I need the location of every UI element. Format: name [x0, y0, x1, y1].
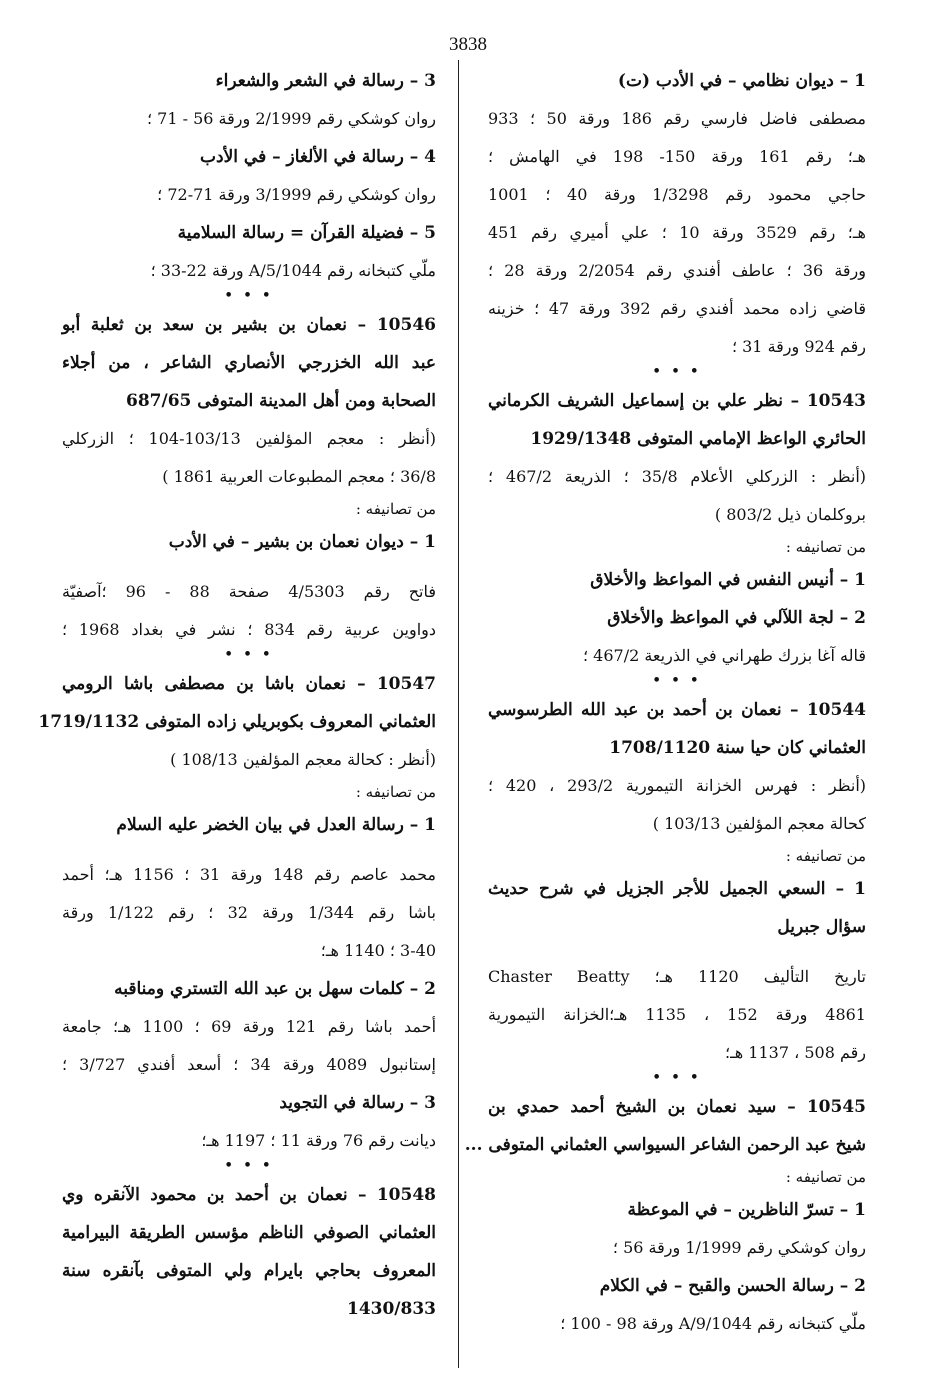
text-line: المعروف بحاجي بايرام ولي المتوفى بآنقره سنة [62, 1261, 436, 1281]
text-line: شيخ عبد الرحمن الشاعر السيواسي العثماني المتوفى ... [464, 1135, 866, 1155]
page-number: 3838 [449, 34, 487, 55]
text-line: عبد الله الخزرجي الأنصاري الشاعر ، من أجلاء [62, 353, 436, 373]
text-line: إستانبول 4089 ورقة 34 ؛ أسعد أفندي 3/727 ؛ [62, 1055, 436, 1074]
text-line: 3 – رسالة في التجويد [279, 1093, 436, 1113]
text-line: ملّي كتبخانه رقم 9/1044/A ورقة 98 - 100 ؛ [560, 1314, 866, 1333]
text-line: من تصانيفه : [785, 538, 866, 556]
text-line: 1430/833 [346, 1299, 436, 1319]
text-line: روان كوشكي رقم 3/1999 ورقة 71-72 ؛ [157, 185, 436, 204]
text-line: سؤال جبريل [777, 917, 866, 937]
text-line: 36/8 ؛ معجم المطبوعات العربية 1861 ) [162, 467, 436, 486]
text-line: 10543 – نظر علي بن إسماعيل الشريف الكرماني [488, 391, 866, 411]
text-line: فاتح رقم 4/5303 صفحة 88 - 96 ؛آصفيّة [62, 582, 437, 601]
text-line: من تصانيفه : [785, 1168, 866, 1186]
text-line: الحائري الواعظ الإمامي المتوفى 1929/1348 [530, 429, 866, 449]
text-line: من تصانيفه : [355, 500, 436, 518]
text-line: (أنظر : معجم المؤلفين 103/13-104 ؛ الزركلي [62, 429, 437, 448]
text-line: 1 – ديوان نظامي – في الأدب (ت) [617, 71, 866, 91]
text-line: 1 – تسرّ الناظرين – في الموعظة [627, 1200, 866, 1220]
entry-separator: • • • [224, 647, 274, 662]
text-line: 4861 ورقة 152 ، 1135 هـ؛الخزانة التيمورية [488, 1005, 866, 1024]
text-line: 1 – ديوان نعمان بن بشير – في الأدب [168, 532, 436, 552]
text-line: 2 – رسالة الحسن والقبح – في الكلام [599, 1276, 866, 1296]
text-line: روان كوشكي رقم 1/1999 ورقة 56 ؛ [612, 1238, 866, 1257]
text-line: باشا رقم 1/344 ورقة 32 ؛ رقم 1/122 ورقة [62, 903, 437, 922]
text-line: العثماني كان حيا سنة 1708/1120 [609, 738, 866, 758]
entry-separator: • • • [652, 673, 702, 688]
text-line: حاجي محمود رقم 1/3298 ورقة 40 ؛ 1001 [488, 185, 866, 204]
entry-separator: • • • [224, 288, 274, 303]
text-line: (أنظر : فهرس الخزانة التيمورية 293/2 ، 420 ؛ [488, 776, 867, 795]
column-divider [458, 60, 459, 1368]
text-line: رقم 508 ، 1137 هـ؛ [724, 1043, 866, 1062]
text-line: قاله آغا بزرك طهراني في الذريعة 467/2 ؛ [582, 646, 866, 665]
text-line: 2 – لجة اللآلي في المواعظ والأخلاق [607, 608, 866, 628]
text-line: دواوين عربية رقم 834 ؛ نشر في بغداد 1968 ؛ [62, 620, 436, 639]
text-line: 1 – أنيس النفس في المواعظ والأخلاق [590, 570, 866, 590]
text-line: 2 – كلمات سهل بن عبد الله التستري ومناقبه [114, 979, 436, 999]
text-line: 1 – رسالة العدل في بيان الخضر عليه السلام [116, 815, 436, 835]
text-line: 10547 – نعمان باشا بن مصطفى باشا الرومي [62, 674, 436, 694]
entry-separator: • • • [224, 1158, 274, 1173]
text-line: من تصانيفه : [355, 783, 436, 801]
text-line: 5 – فضيلة القرآن = رسالة السلامية [177, 223, 436, 243]
text-line: 1 – السعي الجميل للأجر الجزيل في شرح حديث [488, 879, 866, 899]
left-column [38, 62, 437, 1328]
text-line: رقم 924 ورقة 31 ؛ [731, 337, 866, 356]
entry-separator: • • • [652, 1070, 702, 1085]
text-line: 10544 – نعمان بن أحمد بن عبد الله الطرسوسي [488, 700, 866, 720]
text-line: محمد عاصم رقم 148 ورقة 31 ؛ 1156 هـ؛ أحمد [62, 865, 436, 884]
text-line: العثماني الصوفي الناظم مؤسس الطريقة البيرامية [62, 1223, 436, 1243]
text-line: الصحابة ومن أهل المدينة المتوفى 687/65 [126, 391, 436, 411]
text-line: هـ؛ رقم 3529 ورقة 10 ؛ علي أميري رقم 451 [488, 223, 866, 242]
text-line: 3 – رسالة في الشعر والشعراء [215, 71, 436, 91]
text-line: (أنظر : كحالة معجم المؤلفين 108/13 ) [170, 750, 436, 769]
text-line: ملّي كتبخانه رقم 5/1044/A ورقة 22-33 ؛ [150, 261, 436, 280]
text-line: هـ؛ رقم 161 ورقة 150- 198 في الهامش ؛ [488, 147, 866, 166]
text-line: قاضي زاده محمد أفندي رقم 392 ورقة 47 ؛ خزينه [488, 299, 867, 318]
text-line: كحالة معجم المؤلفين 103/13 ) [652, 814, 866, 833]
text-line: من تصانيفه : [785, 847, 866, 865]
entry-separator: • • • [652, 364, 702, 379]
text-line: تاريخ التأليف 1120 هـ؛ Chaster Beatty [488, 967, 866, 986]
text-line: 10548 – نعمان بن أحمد بن محمود الآنقره وي [62, 1185, 436, 1205]
text-line: 10545 – سيد نعمان بن الشيخ أحمد حمدي بن [488, 1097, 866, 1117]
text-line: العثماني المعروف بكوبريلي زاده المتوفى 1719/1132 [38, 712, 436, 732]
text-line: مصطفى فاضل فارسي رقم 186 ورقة 50 ؛ 933 [488, 109, 866, 128]
text-line: بروكلمان ذيل 803/2 ) [714, 505, 866, 524]
text-line: ورقة 36 ؛ عاطف أفندي رقم 2/2054 ورقة 28 ؛ [488, 261, 867, 280]
text-line: 4 – رسالة في الألغاز – في الأدب [200, 147, 436, 167]
text-line: (أنظر : الزركلي الأعلام 35/8 ؛ الذريعة 467/2 ؛ [488, 467, 866, 486]
text-line: ديانت رقم 76 ورقة 11 ؛ 1197 هـ؛ [201, 1131, 436, 1150]
text-line: 3-40 ؛ 1140 هـ؛ [320, 941, 436, 960]
text-line: أحمد باشا رقم 121 ورقة 69 ؛ 1100 هـ؛ جامعة [62, 1017, 437, 1036]
text-line: روان كوشكي رقم 2/1999 ورقة 56 - 71 ؛ [146, 109, 436, 128]
text-line: 10546 – نعمان بن بشير بن سعد بن ثعلبة أبو [62, 315, 436, 335]
right-column [464, 62, 867, 1343]
